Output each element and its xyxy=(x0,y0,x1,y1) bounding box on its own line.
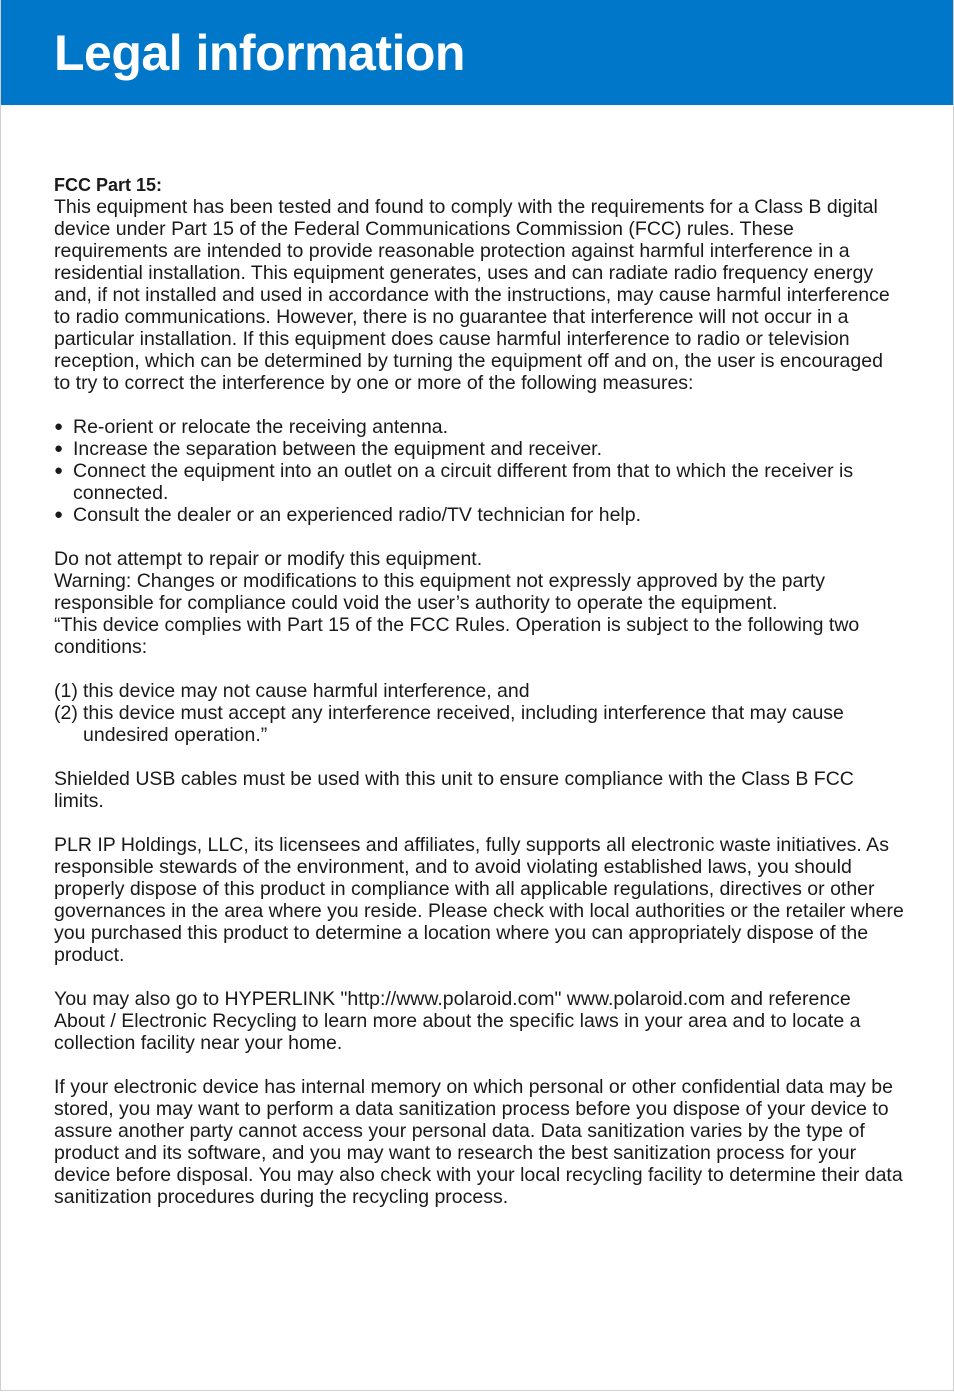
list-item: ● Increase the separation between the equipment and receiver. xyxy=(54,438,904,460)
warning-paragraph: Warning: Changes or modifications to this equipment not expressly approved by the party responsible for compliance could void the user’s authority to operate the equipment. xyxy=(54,570,826,614)
list-item: ● Re-orient or relocate the receiving antenna. xyxy=(54,416,904,438)
header-banner xyxy=(1,0,953,105)
condition-text: this device must accept any interference received, including interference that may cause undesired operation.” xyxy=(83,702,844,746)
list-item: ● Consult the dealer or an experienced radio/TV technician for help. xyxy=(54,504,904,526)
no-repair-notice: Do not attempt to repair or modify this equipment. xyxy=(54,548,483,570)
data-sanitization-paragraph: If your electronic device has internal memory on which personal or other confidential data may be stored, you may want to perform a data sanitization process before you dispose of your device to assure another party cannot access your personal data. Data sanitization varies by the type of product and its software, and you may want to research the best sanitization process for your device before disposal. You may also check with your local recycling facility to determine their data sanitization procedures during the recycling process. xyxy=(54,1076,903,1208)
recycling-paragraph: PLR IP Holdings, LLC, its licensees and affiliates, fully supports all electronic waste initiatives. As responsible stewards of the environment, and to avoid violating established laws, you should properly dispose of this product in compliance with all applicable regulations, directives or other governances in the area where you reside. Please check with local authorities or the retailer where you purchased this product to determine a location where you can appropriately dispose of the product. xyxy=(54,834,904,966)
conditions-list xyxy=(54,680,904,746)
website-paragraph: You may also go to HYPERLINK "http://www.polaroid.com" www.polaroid.com and reference About / Electronic Recycling to learn more about the specific laws in your area and to locate a collection facility near your home. xyxy=(54,988,861,1054)
page-title: Legal information xyxy=(54,25,465,81)
list-item: ● Connect the equipment into an outlet on a circuit different from that to which the receiver is connected. xyxy=(54,460,904,504)
usb-cable-notice: Shielded USB cables must be used with this unit to ensure compliance with the Class B FCC limits. xyxy=(54,768,854,812)
fcc-intro-paragraph: This equipment has been tested and found to comply with the requirements for a Class B digital device under Part 15 of the Federal Communications Commission (FCC) rules. These requirements are intended to provide reasonable protection against harmful interference in a residential installation. This equipment generates, uses and can radiate radio frequency energy and, if not installed and used in accordance with the instructions, may cause harmful interference to radio communications. However, there is no guarantee that interference will not occur in a particular installation. If this equipment does cause harmful interference to radio or television reception, which can be determined by turning the equipment off and on, the user is encouraged to try to correct the interference by one or more of the following measures: xyxy=(54,196,890,394)
condition-text: this device may not cause harmful interference, and xyxy=(83,680,530,702)
fcc-heading: FCC Part 15: xyxy=(54,175,163,195)
measures-list xyxy=(54,416,904,526)
compliance-statement: “This device complies with Part 15 of the FCC Rules. Operation is subject to the following two conditions: xyxy=(54,614,860,658)
list-item xyxy=(54,680,904,702)
list-item xyxy=(54,702,904,746)
legal-content xyxy=(54,174,904,1208)
condition-number: (1) xyxy=(54,680,78,702)
condition-number: (2) xyxy=(54,702,78,724)
